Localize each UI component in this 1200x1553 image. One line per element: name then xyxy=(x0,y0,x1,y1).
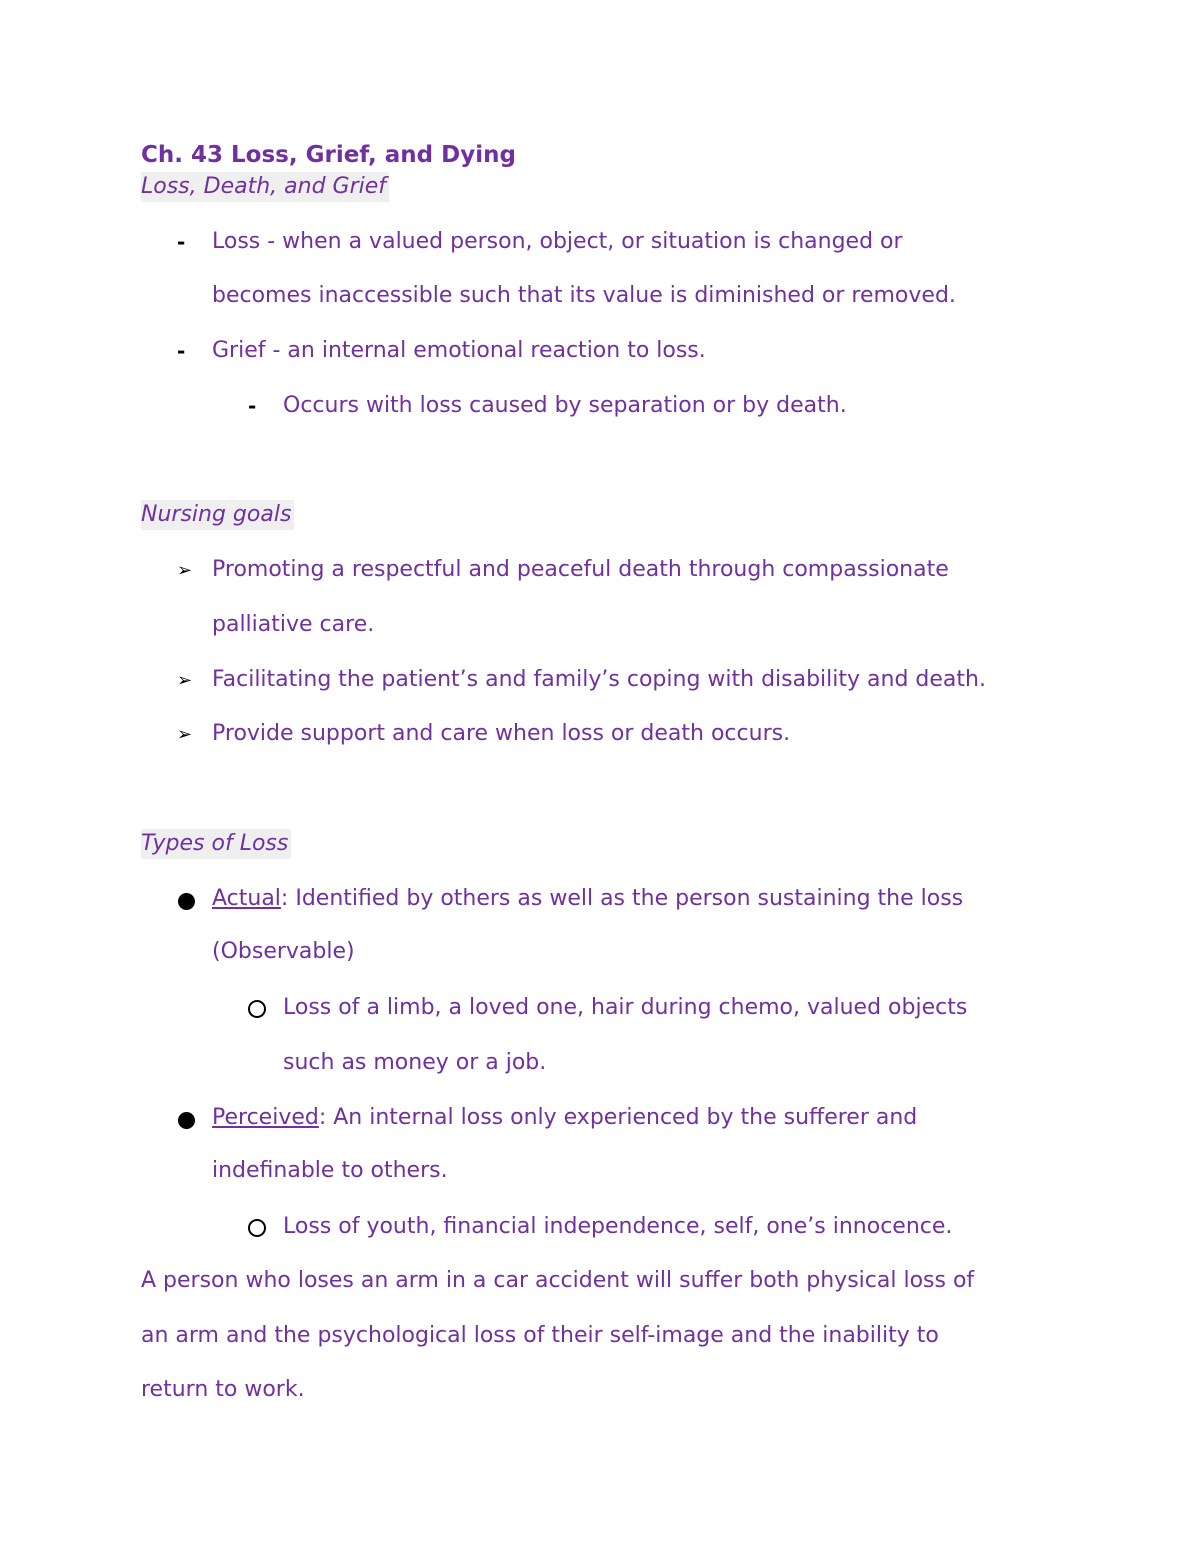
term-actual: Actual xyxy=(212,886,281,911)
list-item-perceived xyxy=(212,1103,917,1133)
list-item-actual xyxy=(212,884,963,914)
dash-bullet: - xyxy=(177,339,186,363)
sub-item-grief: Occurs with loss caused by separation or by death. xyxy=(283,393,847,418)
arrow-bullet-icon: ➢ xyxy=(177,670,193,691)
hollow-bullet-icon xyxy=(248,1000,266,1018)
goal-item-3: Provide support and care when loss or death occurs. xyxy=(212,721,791,746)
sub-item-perceived: Loss of youth, financial independence, self, one’s innocence. xyxy=(283,1214,953,1239)
actual-definition: : Identified by others as well as the person sustaining the loss xyxy=(280,886,964,911)
list-item-actual-cont: (Observable) xyxy=(212,939,355,964)
list-item-perceived-cont: indefinable to others. xyxy=(212,1158,448,1183)
perceived-definition: : An internal loss only experienced by the sufferer and xyxy=(318,1105,918,1130)
arrow-bullet-icon: ➢ xyxy=(177,724,193,745)
hollow-bullet-icon xyxy=(248,1219,266,1237)
dash-bullet: - xyxy=(248,394,257,418)
list-item-loss-cont: becomes inaccessible such that its value is diminished or removed. xyxy=(212,283,956,308)
dash-bullet: - xyxy=(177,230,186,254)
sub-item-actual: Loss of a limb, a loved one, hair during chemo, valued objects xyxy=(283,995,968,1020)
filled-bullet-icon xyxy=(178,893,195,910)
goal-item-1-cont: palliative care. xyxy=(212,612,375,637)
section-heading-nursing-goals: Nursing goals xyxy=(141,500,294,530)
goal-item-1: Promoting a respectful and peaceful death through compassionate xyxy=(212,557,949,582)
section-heading-loss-death-grief: Loss, Death, and Grief xyxy=(141,172,389,202)
closing-paragraph-line-1: A person who loses an arm in a car accident will suffer both physical loss of xyxy=(141,1268,975,1293)
list-item-grief: Grief - an internal emotional reaction to loss. xyxy=(212,338,706,363)
goal-item-2: Facilitating the patient’s and family’s coping with disability and death. xyxy=(212,667,986,692)
filled-bullet-icon xyxy=(178,1112,195,1129)
section-heading-types-of-loss: Types of Loss xyxy=(141,829,291,859)
closing-paragraph-line-3: return to work. xyxy=(141,1377,305,1402)
page-title: Ch. 43 Loss, Grief, and Dying xyxy=(141,142,516,168)
closing-paragraph-line-2: an arm and the psychological loss of their self-image and the inability to xyxy=(141,1323,939,1348)
term-perceived: Perceived xyxy=(212,1105,319,1130)
sub-item-actual-cont: such as money or a job. xyxy=(283,1050,547,1075)
arrow-bullet-icon: ➢ xyxy=(177,560,193,581)
list-item-loss: Loss - when a valued person, object, or situation is changed or xyxy=(212,229,903,254)
